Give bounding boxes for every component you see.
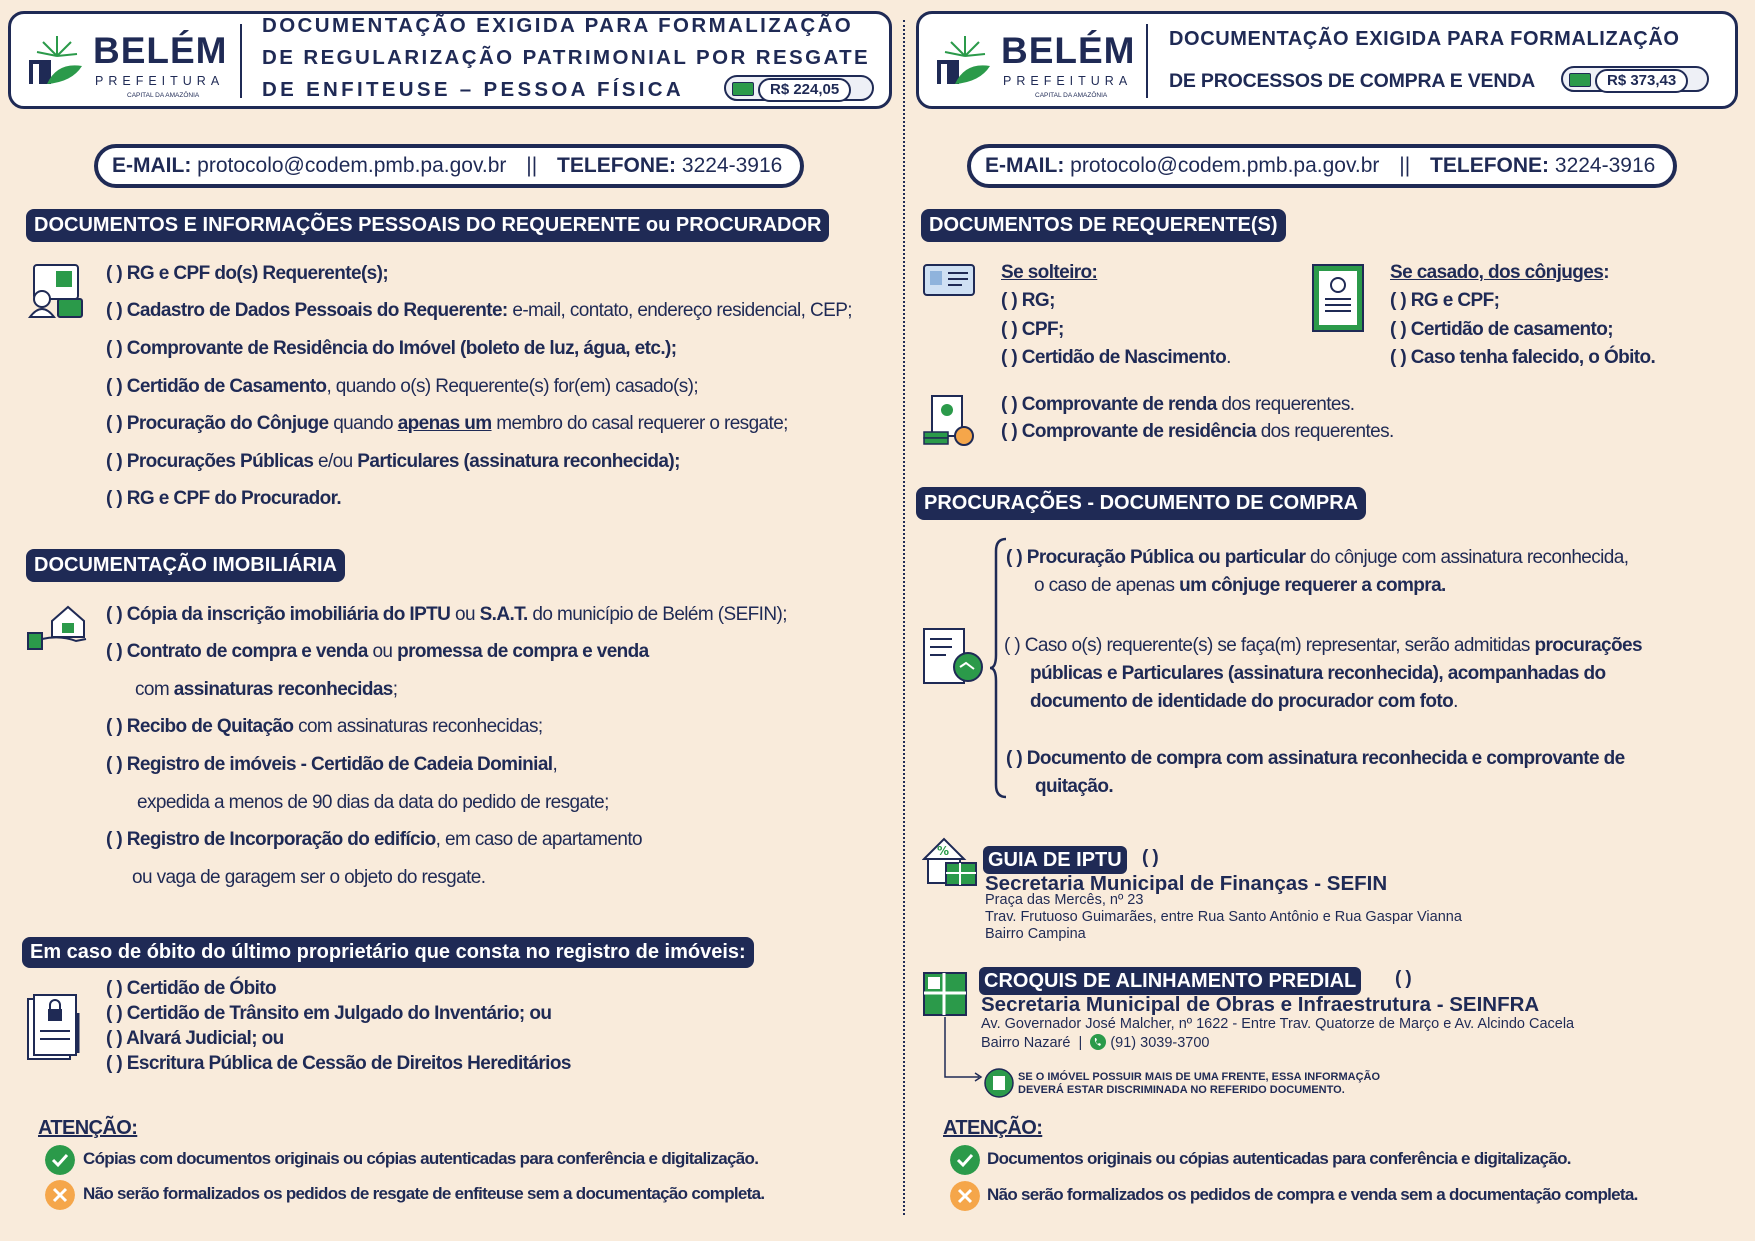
iptu-building-icon xyxy=(922,833,978,889)
section-imobiliaria-title: DOCUMENTAÇÃO IMOBILIÁRIA xyxy=(26,549,345,582)
proc-item3: ( ) Documento de compra com assinatura reconhecida e comprovante de xyxy=(1006,748,1625,769)
item-contrato-cont: com assinaturas reconhecidas; xyxy=(135,679,398,700)
item-iptu: ( ) Cópia da inscrição imobiliária do IPTU ou S.A.T. do município de Belém (SEFIN); xyxy=(106,604,787,625)
belem-logo xyxy=(27,30,232,100)
section-requerentes-title: DOCUMENTOS DE REQUERENTE(S) xyxy=(921,209,1286,242)
brace-icon xyxy=(988,537,1008,799)
atencao-ok-text: Documentos originais ou cópias autenticadas para conferência e digitalização. xyxy=(987,1149,1571,1168)
item-transito-julgado: ( ) Certidão de Trânsito em Julgado do Inventário; ou xyxy=(106,1003,552,1024)
header-title-line1: DOCUMENTAÇÃO EXIGIDA PARA FORMALIZAÇÃO xyxy=(262,14,854,37)
header-divider xyxy=(240,24,242,98)
right-header xyxy=(916,11,1738,109)
section-personal-docs-title: DOCUMENTOS E INFORMAÇÕES PESSOAIS DO REQUERENTE ou PROCURADOR xyxy=(26,209,829,242)
proc-item2: ( ) Caso o(s) requerente(s) se faça(m) representar, serão admitidas procurações xyxy=(1004,635,1642,656)
casado-heading: Se casado, dos cônjuges: xyxy=(1390,262,1609,283)
price-badge xyxy=(1561,66,1709,92)
contact-bar xyxy=(967,144,1677,188)
email-link[interactable]: protocolo@codem.pmb.pa.gov.br xyxy=(197,154,507,177)
solteiro-rg: ( ) RG; xyxy=(1001,290,1055,311)
item-cadastro: ( ) Cadastro de Dados Pessoais do Requerente: e-mail, contato, endereço residencial, CEP; xyxy=(106,300,852,321)
email-label: E-MAIL: xyxy=(112,154,192,177)
price-value: R$ 373,43 xyxy=(1595,69,1688,93)
phone-number: 3224-3916 xyxy=(681,154,783,177)
item-procuracoes: ( ) Procurações Públicas e/ou Particulares (assinatura reconhecida); xyxy=(106,451,680,472)
email-link[interactable]: protocolo@codem.pmb.pa.gov.br xyxy=(1070,154,1380,177)
croquis-note2: DEVERÁ ESTAR DISCRIMINADA NO REFERIDO DOCUMENTO. xyxy=(1018,1084,1345,1096)
iptu-tag: GUIA DE IPTU xyxy=(983,846,1127,874)
iptu-addr1: Praça das Mercês, nº 23 xyxy=(985,892,1144,908)
item-registro-imoveis-cont: expedida a menos de 90 dias da data do pedido de resgate; xyxy=(137,792,609,813)
atencao-label: ATENÇÃO: xyxy=(943,1117,1043,1139)
belem-logo-icon xyxy=(935,32,993,87)
contact-separator: || xyxy=(526,154,538,177)
proc-item1: ( ) Procuração Pública ou particular do cônjuge com assinatura reconhecida, xyxy=(1006,547,1629,568)
id-card-icon xyxy=(26,263,86,319)
proc-item2-cont: públicas e Particulares (assinatura reconhecida), acompanhadas do xyxy=(1030,663,1606,684)
column-divider xyxy=(903,20,905,1215)
contact-separator: || xyxy=(1399,154,1411,177)
check-icon xyxy=(45,1145,75,1175)
atencao-no-text: Não serão formalizados os pedidos de compra e venda sem a documentação completa. xyxy=(987,1185,1638,1204)
item-certidao-obito: ( ) Certidão de Óbito xyxy=(106,978,277,999)
item-registro-imoveis: ( ) Registro de imóveis - Certidão de Cadeia Dominial, xyxy=(106,754,558,775)
header-divider xyxy=(1146,24,1148,98)
item-procuracao-conjuge: ( ) Procuração do Cônjuge quando apenas um membro do casal requerer o resgate; xyxy=(106,413,788,434)
phone-icon xyxy=(1090,1034,1106,1050)
document-lock-icon xyxy=(24,993,86,1063)
item-alvara: ( ) Alvará Judicial; ou xyxy=(106,1028,284,1049)
map-grid-icon xyxy=(922,971,968,1017)
item-recibo: ( ) Recibo de Quitação com assinaturas reconhecidas; xyxy=(106,716,543,737)
brand-name: BELÉM xyxy=(93,30,228,71)
item-rg-cpf: ( ) RG e CPF do(s) Requerente(s); xyxy=(106,263,389,284)
casado-rg-cpf: ( ) RG e CPF; xyxy=(1390,290,1500,311)
id-card-blue-icon xyxy=(922,263,976,297)
item-certidao-casamento: ( ) Certidão de Casamento, quando o(s) Requerente(s) for(em) casado(s); xyxy=(106,376,699,397)
banknote-icon xyxy=(1569,73,1591,87)
brand-caption: CAPITAL DA AMAZÔNIA xyxy=(127,92,200,99)
item-contrato: ( ) Contrato de compra e venda ou promessa de compra e venda xyxy=(106,641,649,662)
header-title-line2: DE REGULARIZAÇÃO PATRIMONIAL POR RESGATE xyxy=(262,46,871,69)
croquis-tag: CROQUIS DE ALINHAMENTO PREDIAL xyxy=(979,967,1361,995)
item-comprovante: ( ) Comprovante de Residência do Imóvel (boleto de luz, água, etc.); xyxy=(106,338,677,359)
check-icon xyxy=(950,1145,980,1175)
money-bag-icon xyxy=(922,394,976,448)
croquis-phone: (91) 3039-3700 xyxy=(1110,1035,1210,1051)
left-header xyxy=(8,11,892,109)
iptu-org: Secretaria Municipal de Finanças - SEFIN xyxy=(985,872,1388,895)
proc-item1-cont: o caso de apenas um cônjuge requerer a compra. xyxy=(1034,575,1446,596)
croquis-addr2: Bairro Nazaré xyxy=(981,1035,1071,1051)
building-note-icon xyxy=(984,1068,1014,1098)
certificate-icon xyxy=(1311,263,1365,333)
brand-name: BELÉM xyxy=(1001,30,1136,71)
banknote-icon xyxy=(732,82,754,96)
casado-obito: ( ) Caso tenha falecido, o Óbito. xyxy=(1390,347,1656,368)
item-rg-procurador: ( ) RG e CPF do Procurador. xyxy=(106,488,342,509)
right-panel xyxy=(906,0,1755,1241)
iptu-check: ( ) xyxy=(1142,847,1159,868)
belem-logo xyxy=(935,30,1140,100)
price-value: R$ 224,05 xyxy=(758,78,851,102)
atencao-label: ATENÇÃO: xyxy=(38,1117,138,1139)
brand-caption: CAPITAL DA AMAZÔNIA xyxy=(1035,92,1108,99)
comprovante-residencia: ( ) Comprovante de residência dos requerentes. xyxy=(1001,421,1394,442)
contract-handshake-icon xyxy=(922,627,984,687)
item-incorporacao-cont: ou vaga de garagem ser o objeto do resgate. xyxy=(132,867,486,888)
cross-icon xyxy=(950,1181,980,1211)
casado-certidao: ( ) Certidão de casamento; xyxy=(1390,319,1614,340)
proc-item2-cont2: documento de identidade do procurador com foto. xyxy=(1030,691,1458,712)
solteiro-cpf: ( ) CPF; xyxy=(1001,319,1064,340)
section-procuracoes-title: PROCURAÇÕES - DOCUMENTO DE COMPRA xyxy=(916,487,1366,520)
belem-logo-icon xyxy=(27,32,85,87)
svg-text:%: % xyxy=(937,844,950,858)
iptu-addr3: Bairro Campina xyxy=(985,926,1086,942)
iptu-addr2: Trav. Frutuoso Guimarães, entre Rua Santo Antônio e Rua Gaspar Vianna xyxy=(985,909,1462,925)
croquis-org: Secretaria Municipal de Obras e Infraestrutura - SEINFRA xyxy=(981,993,1540,1016)
section-obito-title: Em caso de óbito do último proprietário que consta no registro de imóveis: xyxy=(22,937,754,968)
croquis-addr2-line: Bairro Nazaré | (91) 3039-3700 xyxy=(981,1035,1210,1051)
cross-icon xyxy=(45,1180,75,1210)
croquis-check: ( ) xyxy=(1395,968,1412,989)
croquis-addr1: Av. Governador José Malcher, nº 1622 - Entre Trav. Quatorze de Março e Av. Alcindo Cacela xyxy=(981,1016,1575,1032)
proc-item3-cont: quitação. xyxy=(1035,776,1114,797)
phone-label: TELEFONE: xyxy=(557,154,677,177)
brand-sub: PREFEITURA xyxy=(1003,74,1133,88)
connector-line xyxy=(943,1017,985,1085)
header-title-line1: DOCUMENTAÇÃO EXIGIDA PARA FORMALIZAÇÃO xyxy=(1169,28,1680,50)
phone-label: TELEFONE: xyxy=(1430,154,1550,177)
email-label: E-MAIL: xyxy=(985,154,1065,177)
brand-sub: PREFEITURA xyxy=(95,74,225,88)
croquis-note1: SE O IMÓVEL POSSUIR MAIS DE UMA FRENTE, ESSA INFORMAÇÃO xyxy=(1018,1071,1381,1083)
atencao-ok-text: Cópias com documentos originais ou cópias autenticadas para conferência e digitalização. xyxy=(83,1149,759,1168)
header-title-line3: DE ENFITEUSE – PESSOA FÍSICA xyxy=(262,78,684,101)
header-title-line2: DE PROCESSOS DE COMPRA E VENDA xyxy=(1169,70,1536,92)
house-hand-icon xyxy=(26,603,88,651)
phone-number: 3224-3916 xyxy=(1554,154,1656,177)
price-badge xyxy=(724,75,874,101)
item-escritura: ( ) Escritura Pública de Cessão de Direitos Hereditários xyxy=(106,1053,571,1074)
solteiro-certidao: ( ) Certidão de Nascimento. xyxy=(1001,347,1231,368)
solteiro-heading: Se solteiro: xyxy=(1001,262,1098,283)
item-incorporacao: ( ) Registro de Incorporação do edifício, em caso de apartamento xyxy=(106,829,642,850)
contact-bar xyxy=(94,144,804,188)
comprovante-renda: ( ) Comprovante de renda dos requerentes. xyxy=(1001,394,1355,415)
atencao-no-text: Não serão formalizados os pedidos de resgate de enfiteuse sem a documentação completa. xyxy=(83,1184,765,1203)
